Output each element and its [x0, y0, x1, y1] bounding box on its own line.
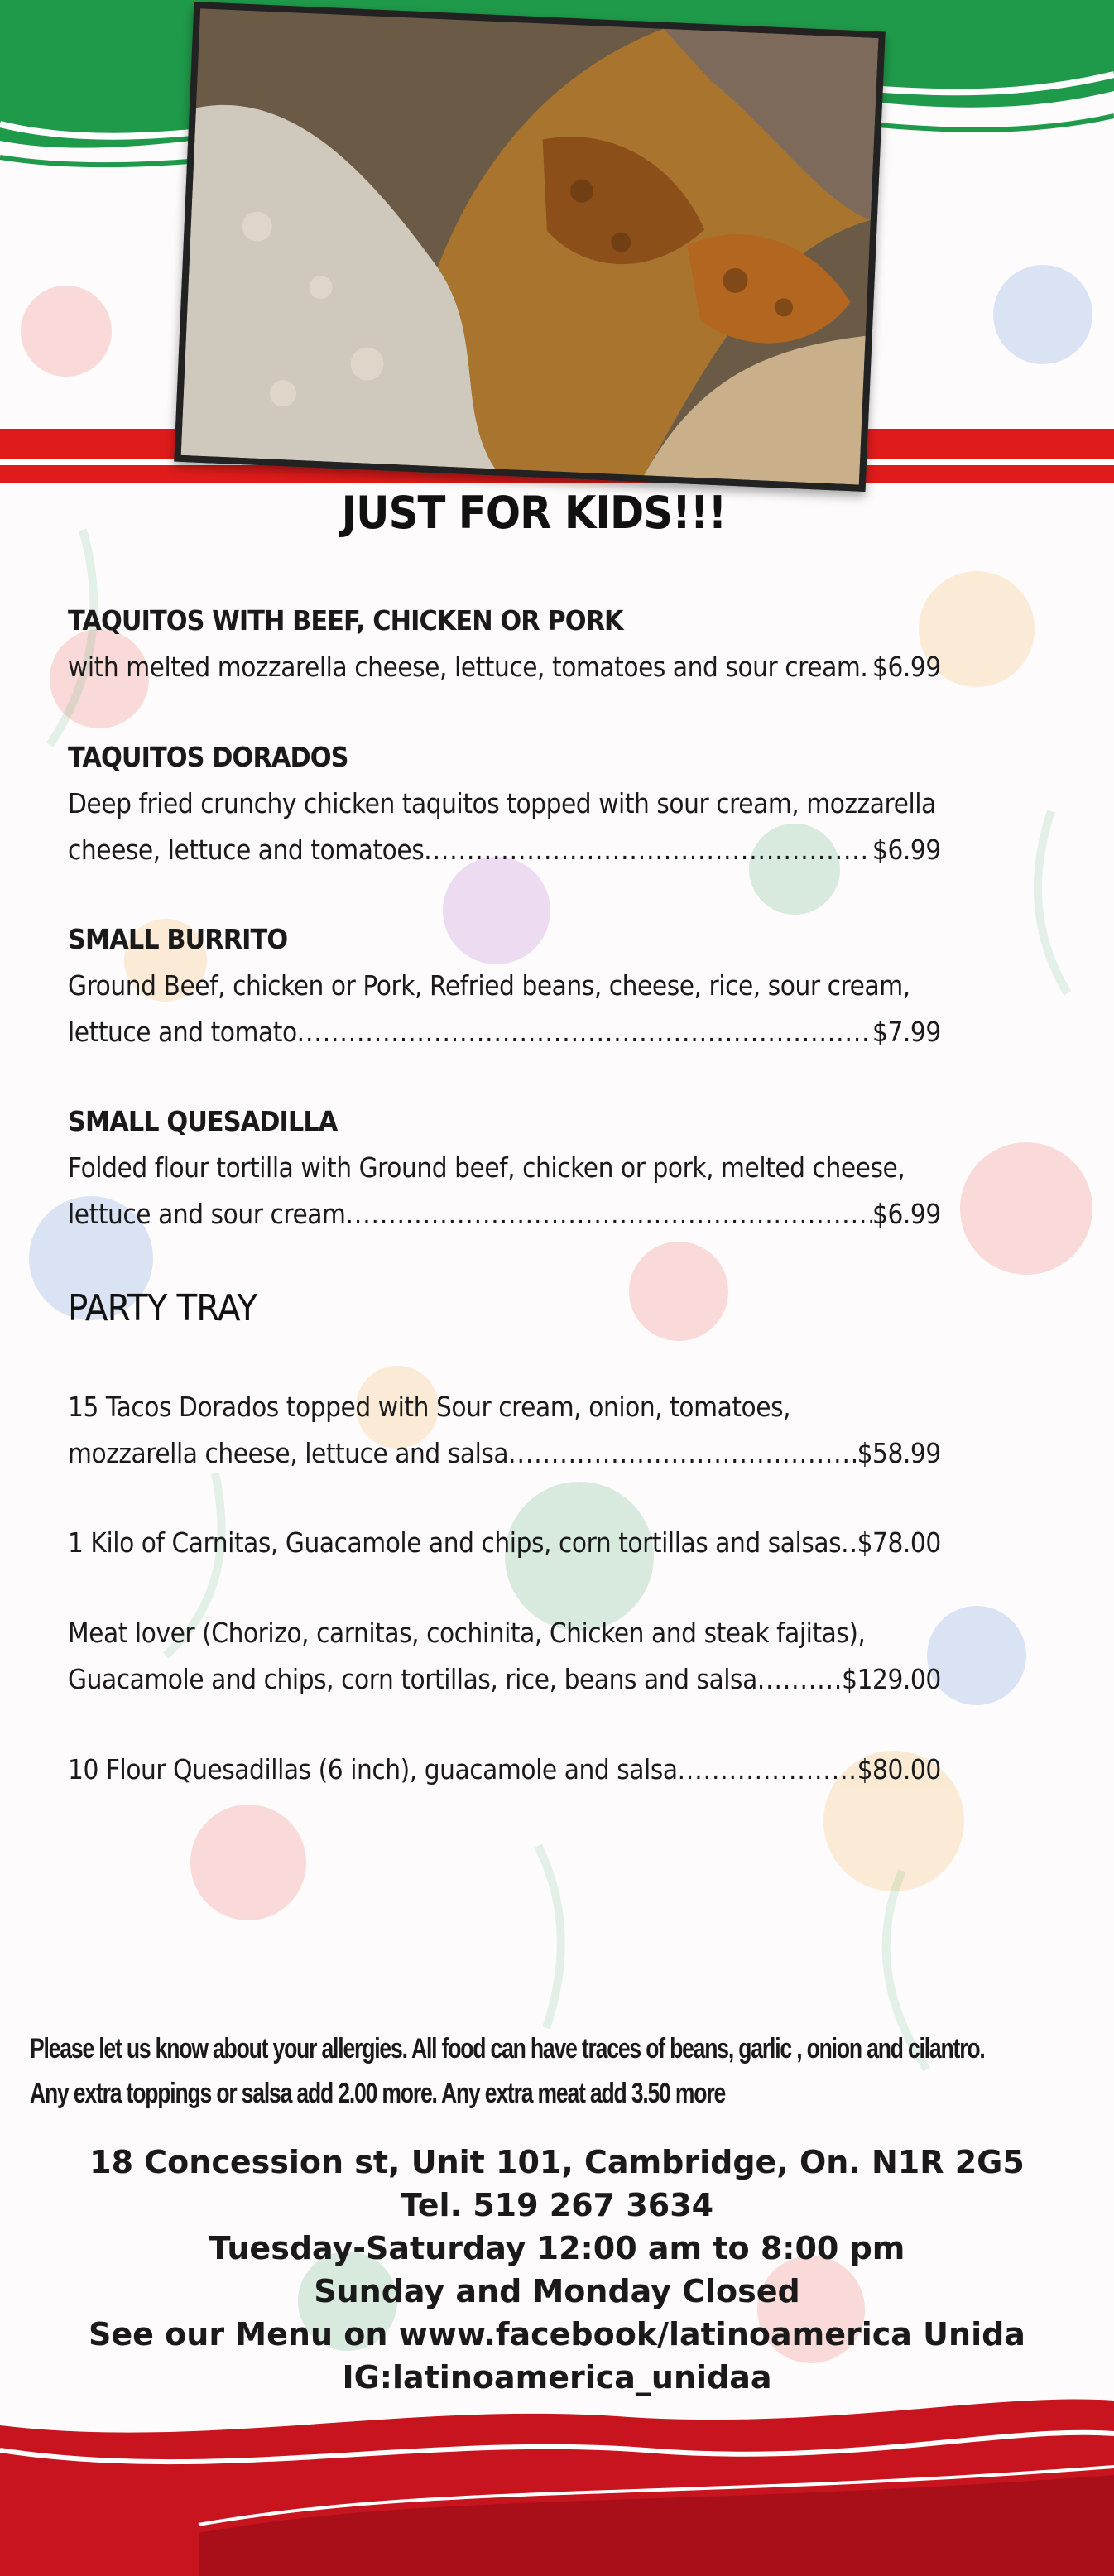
menu-item-price: $6.99: [872, 834, 941, 866]
extras-note: Any extra toppings or salsa add 2.00 more. Any extra meat add 3.50 more: [30, 2078, 726, 2109]
leader-dots: [841, 1520, 857, 1566]
menu-item-price-line: [68, 1009, 941, 1055]
party-tray-item: [68, 1747, 1069, 1793]
menu-item-price: $80.00: [857, 1753, 941, 1785]
menu-item-price-line: [68, 827, 941, 873]
leader-dots: [860, 644, 872, 690]
menu-item-description: lettuce and sour cream: [68, 1198, 346, 1230]
menu-item-description: mozzarella cheese, lettuce and salsa: [68, 1437, 509, 1469]
menu-item-description: with melted mozzarella cheese, lettuce, tomatoes and sour cream: [68, 651, 861, 683]
opening-hours: Tuesday-Saturday 12:00 am to 8:00 pm: [209, 2230, 905, 2266]
address: 18 Concession st, Unit 101, Cambridge, On. N1R 2G5: [89, 2144, 1025, 2180]
leader-dots: [297, 1009, 872, 1055]
party-tray-item: [68, 1520, 1069, 1566]
contact-info: [0, 2141, 1114, 2399]
menu-item-name: TAQUITOS WITH BEEF, CHICKEN OR PORK: [68, 604, 623, 637]
menu-item-name: TAQUITOS DORADOS: [68, 741, 348, 773]
menu-item: [68, 1098, 1069, 1238]
menu-item-description: Ground Beef, chicken or Pork, Refried beans, cheese, rice, sour cream,: [68, 969, 910, 1002]
menu-item-description: 1 Kilo of Carnitas, Guacamole and chips, corn tortillas and salsas: [68, 1526, 842, 1559]
leader-dots: [757, 1656, 842, 1703]
menu-item: [68, 598, 1069, 690]
food-photo: [174, 2, 885, 492]
closed-days: Sunday and Monday Closed: [314, 2273, 800, 2309]
menu-item-price-line: [68, 1191, 941, 1238]
leader-dots: [424, 827, 872, 873]
menu-item-description: Folded flour tortilla with Ground beef, chicken or pork, melted cheese,: [68, 1151, 905, 1184]
menu-item-description: 10 Flour Quesadillas (6 inch), guacamole and salsa: [68, 1753, 678, 1785]
menu-item: [68, 734, 1069, 873]
menu-item-description: lettuce and tomato: [68, 1016, 297, 1048]
menu-item-price: $129.00: [842, 1663, 941, 1695]
menu-item-price-line: [68, 1656, 941, 1703]
menu-item-name: SMALL BURRITO: [68, 923, 288, 955]
phone-number: Tel. 519 267 3634: [400, 2187, 714, 2223]
leader-dots: [346, 1191, 872, 1238]
menu-item-price-line: [68, 1747, 941, 1793]
instagram-handle: IG:latinoamerica_unidaa: [342, 2359, 772, 2396]
menu-item-name: SMALL QUESADILLA: [68, 1105, 338, 1137]
facebook-link: See our Menu on www.facebook/latinoamerica Unida: [89, 2316, 1025, 2353]
menu-item-price: $6.99: [872, 1198, 941, 1230]
menu-item-price: $78.00: [857, 1526, 941, 1559]
menu-item-price: $7.99: [872, 1016, 941, 1048]
allergy-note: Please let us know about your allergies. All food can have traces of beans, garlic , onion and cilantro.: [30, 2033, 985, 2064]
menu-item-price-line: [68, 1520, 941, 1566]
party-tray-item: [68, 1610, 1069, 1703]
menu-item-description: Deep fried crunchy chicken taquitos topped with sour cream, mozzarella: [68, 787, 936, 819]
menu-item-description: 15 Tacos Dorados topped with Sour cream, onion, tomatoes,: [68, 1391, 791, 1423]
menu-item: [68, 916, 1069, 1055]
leader-dots: [508, 1430, 857, 1477]
page-title: JUST FOR KIDS!!!: [341, 487, 727, 539]
section-heading-party-tray: PARTY TRAY: [68, 1287, 257, 1329]
menu-item-price-line: [68, 1430, 941, 1477]
menu-item-description: cheese, lettuce and tomatoes: [68, 834, 425, 866]
menu-item-description: Guacamole and chips, corn tortillas, rice, beans and salsa: [68, 1663, 757, 1695]
menu-item-description: Meat lover (Chorizo, carnitas, cochinita, Chicken and steak fajitas),: [68, 1617, 866, 1649]
party-tray-item: [68, 1384, 1069, 1477]
menu-item-price: $6.99: [872, 651, 941, 683]
menu-item-price-line: [68, 644, 941, 690]
leader-dots: [678, 1747, 857, 1793]
menu-item-price: $58.99: [857, 1437, 941, 1469]
